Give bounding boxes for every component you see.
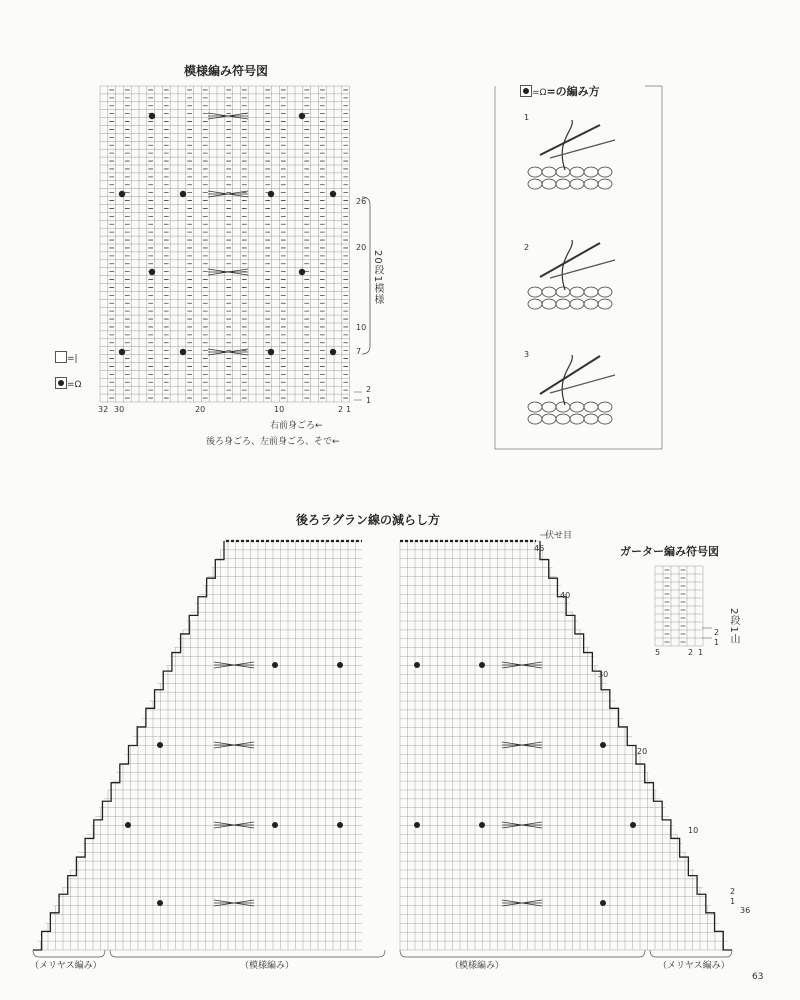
pattern-col-label: 1 xyxy=(346,405,352,414)
stitch-dot xyxy=(268,191,274,197)
yarn-loop xyxy=(528,402,542,412)
garter-col-label: 1 xyxy=(698,648,704,657)
cable-cross-mark xyxy=(502,742,542,748)
stitch-dot xyxy=(299,269,305,275)
pattern-col-label: 20 xyxy=(195,405,206,414)
stitch-dot xyxy=(268,349,274,355)
stitch-count-label: 36 xyxy=(740,906,751,915)
yarn-loop xyxy=(528,287,542,297)
needle-icon xyxy=(550,140,615,158)
yarn-loop xyxy=(556,299,570,309)
yarn-loop xyxy=(528,414,542,424)
bind-off-label: 伏せ目 xyxy=(545,531,573,541)
yarn-loop xyxy=(570,299,584,309)
stitch-dot xyxy=(600,742,606,748)
yarn-loop xyxy=(584,167,598,177)
yarn-loop xyxy=(542,287,556,297)
stitch-dot xyxy=(157,742,163,748)
stitch-dot xyxy=(272,662,278,668)
pattern-row-label: 1 xyxy=(366,396,372,405)
stitch-dot xyxy=(157,900,163,906)
yarn-loop xyxy=(584,179,598,189)
stitch-dot xyxy=(125,822,131,828)
yarn-loop xyxy=(556,179,570,189)
yarn-loop xyxy=(542,414,556,424)
garter-row-label: 2 xyxy=(714,628,720,637)
yarn-loop xyxy=(528,179,542,189)
stitch-dot xyxy=(414,662,420,668)
section-brace xyxy=(110,950,385,957)
garter-title: ガーター編み符号図 xyxy=(620,545,719,558)
raglan-row-label: 46 xyxy=(534,544,545,553)
stitch-dot xyxy=(299,113,305,119)
stitch-dot xyxy=(330,349,336,355)
cable-cross-mark xyxy=(208,349,248,355)
dot-cell-icon xyxy=(520,85,532,97)
twist-stitch-icon: Ω xyxy=(539,88,547,98)
pattern-row-label: 2 xyxy=(366,385,372,394)
section-brace xyxy=(650,950,732,957)
stitch-dot xyxy=(180,349,186,355)
pattern-row-label: 26 xyxy=(356,197,367,206)
yarn-loop xyxy=(542,299,556,309)
right-front-label: 右前身ごろ← xyxy=(270,421,323,431)
how-to-step: 1 xyxy=(524,113,530,122)
cable-cross-mark xyxy=(214,822,254,828)
cable-cross-mark xyxy=(214,742,254,748)
yarn-loop xyxy=(584,299,598,309)
yarn-loop xyxy=(598,287,612,297)
other-pieces-label: 後ろ身ごろ、左前身ごろ、そで← xyxy=(206,437,340,447)
stitch-dot xyxy=(149,269,155,275)
pattern-col-label: 2 xyxy=(338,405,344,414)
cable-cross-mark xyxy=(208,269,248,275)
repeat-rows-label: 20段1模様 xyxy=(372,250,383,306)
yarn-loop xyxy=(570,167,584,177)
stitch-dot xyxy=(180,191,186,197)
how-to-frame xyxy=(495,86,662,449)
yarn-loop xyxy=(542,179,556,189)
yarn-loop xyxy=(542,167,556,177)
stitch-dot xyxy=(149,113,155,119)
equals-icon: = xyxy=(532,88,540,98)
stitch-dot xyxy=(119,349,125,355)
stitch-dot xyxy=(272,822,278,828)
yarn-strand xyxy=(562,120,572,170)
stitch-dot xyxy=(414,822,420,828)
stitch-dot xyxy=(337,822,343,828)
cable-cross-mark xyxy=(502,662,542,668)
garter-col-label: 2 xyxy=(688,648,694,657)
section-label: （メリヤス編み） xyxy=(30,961,102,971)
raglan-row-label: 20 xyxy=(637,747,648,756)
yarn-loop xyxy=(556,287,570,297)
needle-icon xyxy=(550,260,615,278)
stitch-dot xyxy=(630,822,636,828)
legend-dot: =Ω xyxy=(55,372,81,391)
yarn-loop xyxy=(598,167,612,177)
needle-icon xyxy=(540,356,600,394)
how-to-step: 3 xyxy=(524,350,530,359)
pattern-row-label: 7 xyxy=(356,347,362,356)
section-brace xyxy=(33,950,105,957)
yarn-loop xyxy=(598,414,612,424)
yarn-loop xyxy=(598,299,612,309)
yarn-loop xyxy=(528,167,542,177)
raglan-row-label: 40 xyxy=(560,591,571,600)
raglan-title: 後ろラグラン線の減らし方 xyxy=(296,513,441,527)
yarn-loop xyxy=(584,414,598,424)
cable-cross-mark xyxy=(502,822,542,828)
legend-knit: =| xyxy=(55,346,78,365)
section-label: （模様編み） xyxy=(240,961,295,971)
row-arrows xyxy=(354,392,362,400)
pattern-col-label: 32 xyxy=(98,405,109,414)
cable-cross-mark xyxy=(214,662,254,668)
yarn-loop xyxy=(570,287,584,297)
yarn-loop xyxy=(598,179,612,189)
section-label: （メリヤス編み） xyxy=(658,961,730,971)
pattern-chart-grid-lines xyxy=(100,86,350,402)
section-label: （模様編み） xyxy=(450,961,505,971)
pattern-col-label: 30 xyxy=(114,405,125,414)
garter-repeat-label: 2段1山 xyxy=(728,608,739,645)
pattern-row-label: 10 xyxy=(356,323,367,332)
garter-col-label: 5 xyxy=(655,648,661,657)
section-brace xyxy=(400,950,645,957)
yarn-loop xyxy=(570,414,584,424)
pattern-chart-title: 模様編み符号図 xyxy=(184,64,269,78)
yarn-loop xyxy=(570,179,584,189)
pattern-col-label: 10 xyxy=(274,405,285,414)
cable-cross-mark xyxy=(208,191,248,197)
yarn-loop xyxy=(584,402,598,412)
raglan-row-label: 30 xyxy=(598,670,609,679)
how-to-step: 2 xyxy=(524,243,530,252)
garter-row-label: 1 xyxy=(714,638,720,647)
page-number: 63 xyxy=(752,972,764,982)
stitch-dot xyxy=(119,191,125,197)
raglan-row-label: 1 xyxy=(730,897,736,906)
stitch-dot xyxy=(337,662,343,668)
garter-chart-grid-lines xyxy=(655,566,703,646)
yarn-loop xyxy=(528,299,542,309)
cable-cross-mark xyxy=(214,900,254,906)
raglan-left-grid xyxy=(33,541,362,950)
dot-cell-icon xyxy=(55,377,67,389)
yarn-strand xyxy=(562,240,572,290)
stitch-dot xyxy=(330,191,336,197)
empty-cell-icon xyxy=(55,351,67,363)
yarn-loop xyxy=(556,402,570,412)
how-to-title: =Ω=の編み方 xyxy=(520,80,600,99)
raglan-row-label: 10 xyxy=(688,826,699,835)
row-arrows xyxy=(702,628,712,638)
twist-stitch-icon: Ω xyxy=(74,380,82,390)
yarn-loop xyxy=(556,414,570,424)
raglan-row-label: 2 xyxy=(730,887,736,896)
needle-icon xyxy=(550,375,615,393)
yarn-loop xyxy=(598,402,612,412)
yarn-loop xyxy=(570,402,584,412)
yarn-loop xyxy=(542,402,556,412)
yarn-loop xyxy=(556,167,570,177)
cable-cross-mark xyxy=(502,900,542,906)
pattern-chart-grid xyxy=(100,86,350,402)
stitch-dot xyxy=(479,822,485,828)
pattern-row-label: 20 xyxy=(356,243,367,252)
stitch-dot xyxy=(600,900,606,906)
garter-chart-grid xyxy=(655,566,703,646)
yarn-loop xyxy=(584,287,598,297)
stitch-dot xyxy=(479,662,485,668)
